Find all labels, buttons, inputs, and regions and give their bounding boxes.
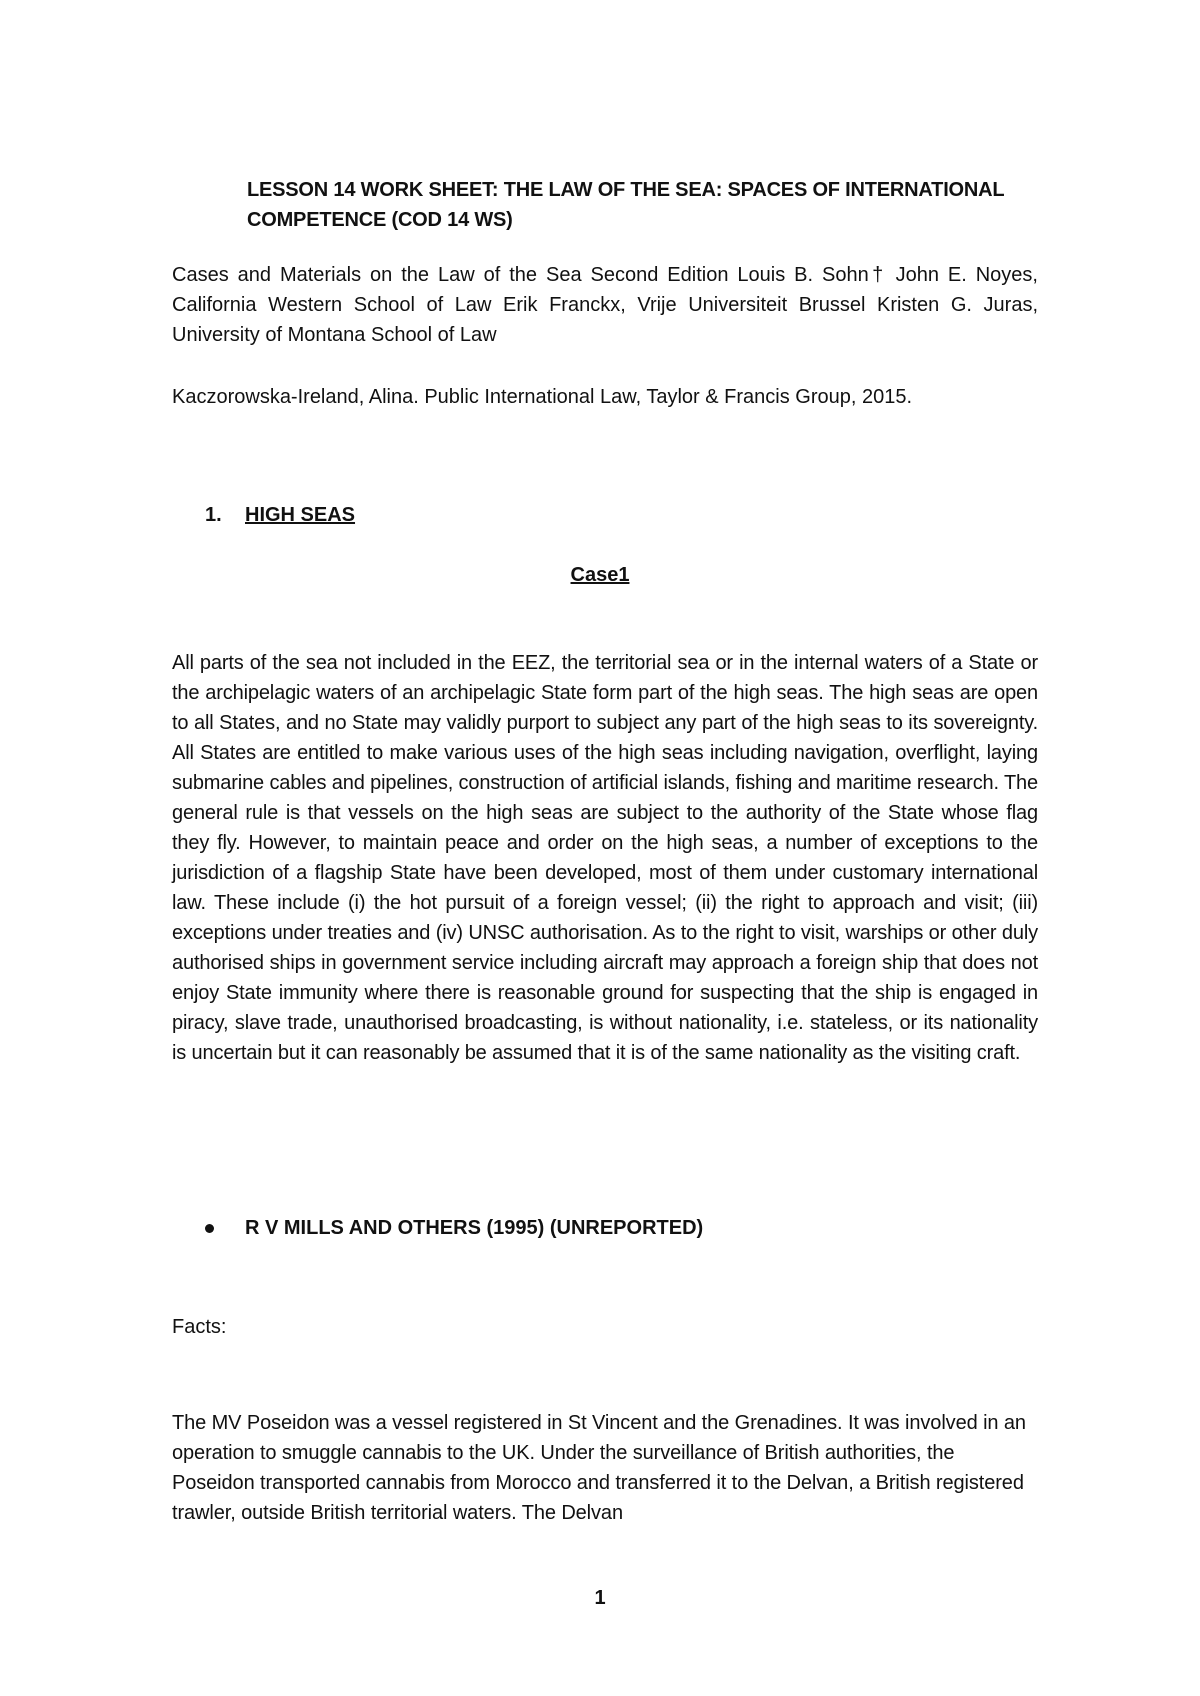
case-heading: Case1 [570, 564, 630, 586]
case-bullet-item [205, 1213, 703, 1243]
section-title: HIGH SEAS [245, 504, 356, 526]
bullet-case-title: R V MILLS AND OTHERS (1995) (UNREPORTED) [245, 1217, 704, 1239]
section-number: 1. [205, 504, 222, 526]
worksheet-title: LESSON 14 WORK SHEET: THE LAW OF THE SEA: SPACES OF INTERNATIONAL COMPETENCE (COD 14 WS) [247, 179, 1005, 231]
reference-cases-and-materials: Cases and Materials on the Law of the Sea Second Edition Louis B. Sohn† John E. Noyes, California Western School of Law Erik Franckx, Vrije Universiteit Brussel Kristen G. Juras, University of Montana School of Law [172, 264, 1038, 346]
bullet-icon [205, 1224, 214, 1233]
facts-label: Facts: [172, 1316, 227, 1338]
reference-public-international-law: Kaczorowska-Ireland, Alina. Public International Law, Taylor & Francis Group, 2015. [172, 386, 913, 408]
case-body-paragraph: All parts of the sea not included in the EEZ, the territorial sea or in the internal waters of a State or the archipelagic waters of an archipelagic State form part of the high seas. The high seas are open to all States, and no State may validly purport to subject any part of the high seas to its sovereignty. All States are entitled to make various uses of the high seas including navigation, overflight, laying submarine cables and pipelines, construction of artificial islands, fishing and maritime research. The general rule is that vessels on the high seas are subject to the authority of the State whose flag they fly. However, to maintain peace and order on the high seas, a number of exceptions to the jurisdiction of a flagship State have been developed, most of them under customary international law. These include (i) the hot pursuit of a foreign vessel; (ii) the right to approach and visit; (iii) exceptions under treaties and (iv) UNSC authorisation. As to the right to visit, warships or other duly authorised ships in government service including aircraft may approach a foreign ship that does not enjoy State immunity where there is reasonable ground for suspecting that the ship is engaged in piracy, slave trade, unauthorised broadcasting, is without nationality, i.e. stateless, or its nationality is uncertain but it can reasonably be assumed that it is of the same nationality as the visiting craft. [172, 652, 1038, 1064]
section-heading [205, 500, 355, 530]
page-number: 1 [594, 1587, 606, 1609]
facts-body-paragraph: The MV Poseidon was a vessel registered in St Vincent and the Grenadines. It was involved in an operation to smuggle cannabis to the UK. Under the surveillance of British authorities, the Poseidon transported cannabis from Morocco and transferred it to the Delvan, a British registered trawler, outside British territorial waters. The Delvan [172, 1412, 1026, 1524]
